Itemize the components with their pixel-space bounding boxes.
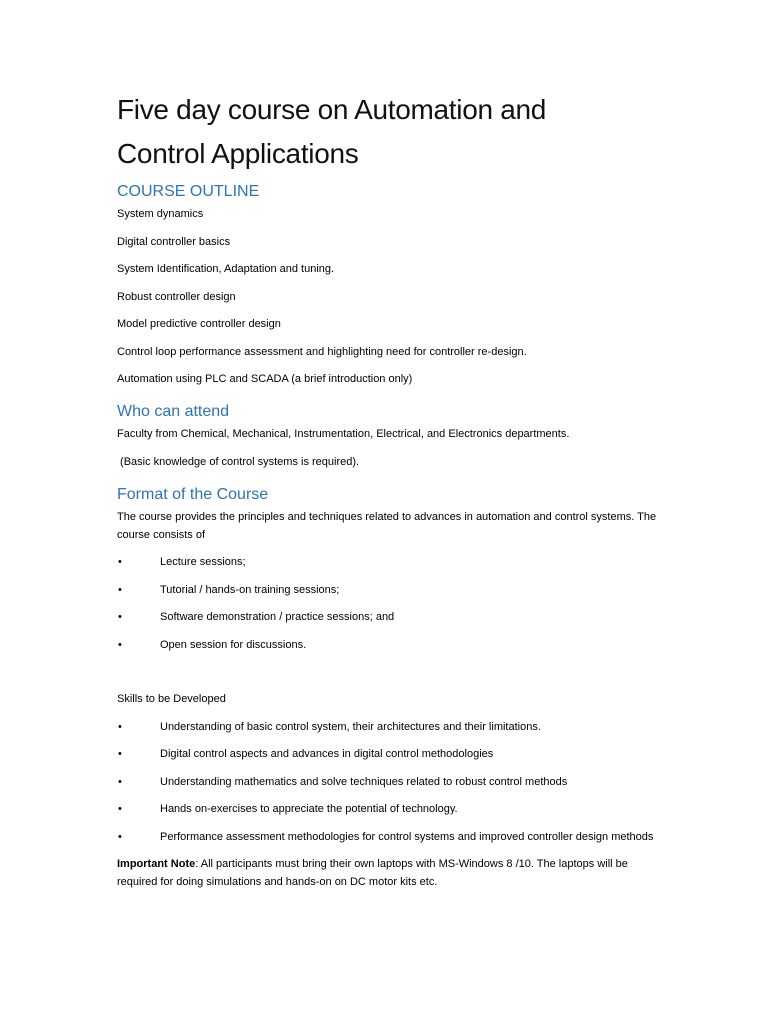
- document-page: [117, 88, 657, 891]
- course-outline-heading: COURSE OUTLINE: [117, 183, 260, 200]
- outline-item: Model predictive controller design: [117, 318, 281, 330]
- format-list: [117, 553, 657, 654]
- format-item-text: Open session for discussions.: [160, 638, 307, 651]
- format-intro: The course provides the principles and techniques related to advances in automation and control systems. The course consists of: [117, 510, 657, 541]
- format-item-text: Lecture sessions;: [160, 556, 246, 568]
- skill-item: [117, 800, 657, 818]
- skill-item: [117, 828, 657, 846]
- important-note: [117, 855, 657, 891]
- outline-item: Automation using PLC and SCADA (a brief introduction only): [117, 373, 413, 385]
- format-heading: Format of the Course: [117, 485, 269, 503]
- outline-item: Robust controller design: [117, 290, 236, 303]
- outline-item: Digital controller basics: [117, 235, 231, 248]
- bullet: •: [118, 748, 122, 760]
- bullet: •: [118, 830, 122, 843]
- document-title: [117, 88, 657, 176]
- course-outline-section: [117, 182, 657, 388]
- bullet: •: [118, 611, 122, 623]
- format-item-text: Tutorial / hands-on training sessions;: [160, 583, 340, 596]
- skill-item-text: Hands on-exercises to appreciate the potential of technology.: [160, 803, 458, 815]
- who-can-attend-heading: Who can attend: [117, 403, 230, 420]
- format-section: [117, 485, 657, 654]
- bullet: •: [118, 720, 122, 733]
- important-note-label: Important Note: [117, 858, 196, 870]
- title-line-1: Five day course on Automation and: [117, 94, 547, 125]
- skills-list: [117, 718, 657, 819]
- skill-item: [117, 773, 657, 791]
- bullet: •: [118, 583, 122, 596]
- bullet: •: [118, 638, 122, 651]
- who-can-attend-section: [117, 402, 657, 471]
- format-item: [117, 636, 657, 654]
- attend-prerequisite: (Basic knowledge of control systems is required).: [117, 455, 360, 468]
- title-line-2: Control Applications: [117, 138, 359, 169]
- outline-item: System dynamics: [117, 208, 204, 220]
- skill-item-text: Performance assessment methodologies for control systems and improved controller design methods: [160, 830, 654, 843]
- format-item-text: Software demonstration / practice sessions; and: [160, 611, 395, 623]
- skills-section: [117, 690, 657, 846]
- attend-audience: Faculty from Chemical, Mechanical, Instrumentation, Electrical, and Electronics departments.: [117, 428, 570, 440]
- outline-item: Control loop performance assessment and highlighting need for controller re-design.: [117, 345, 527, 358]
- course-outline-list: [117, 205, 657, 388]
- skill-item: [117, 718, 657, 736]
- skill-item-text: Understanding of basic control system, their architectures and their limitations.: [160, 720, 541, 733]
- skill-item: [117, 745, 657, 763]
- bullet: •: [118, 775, 122, 788]
- format-item: [117, 581, 657, 599]
- format-item: [117, 553, 657, 571]
- outline-item: System Identification, Adaptation and tuning.: [117, 263, 335, 275]
- format-item: [117, 608, 657, 626]
- skills-heading: Skills to be Developed: [117, 693, 226, 705]
- important-note-text: : All participants must bring their own laptops with MS-Windows 8 /10. The laptops will be required for doing simulations and hands-on on DC motor kits etc.: [117, 858, 628, 888]
- bullet: •: [118, 556, 122, 568]
- bullet: •: [118, 803, 122, 815]
- skill-item-text: Understanding mathematics and solve techniques related to robust control methods: [160, 775, 568, 788]
- skill-item-text: Digital control aspects and advances in digital control methodologies: [160, 748, 494, 760]
